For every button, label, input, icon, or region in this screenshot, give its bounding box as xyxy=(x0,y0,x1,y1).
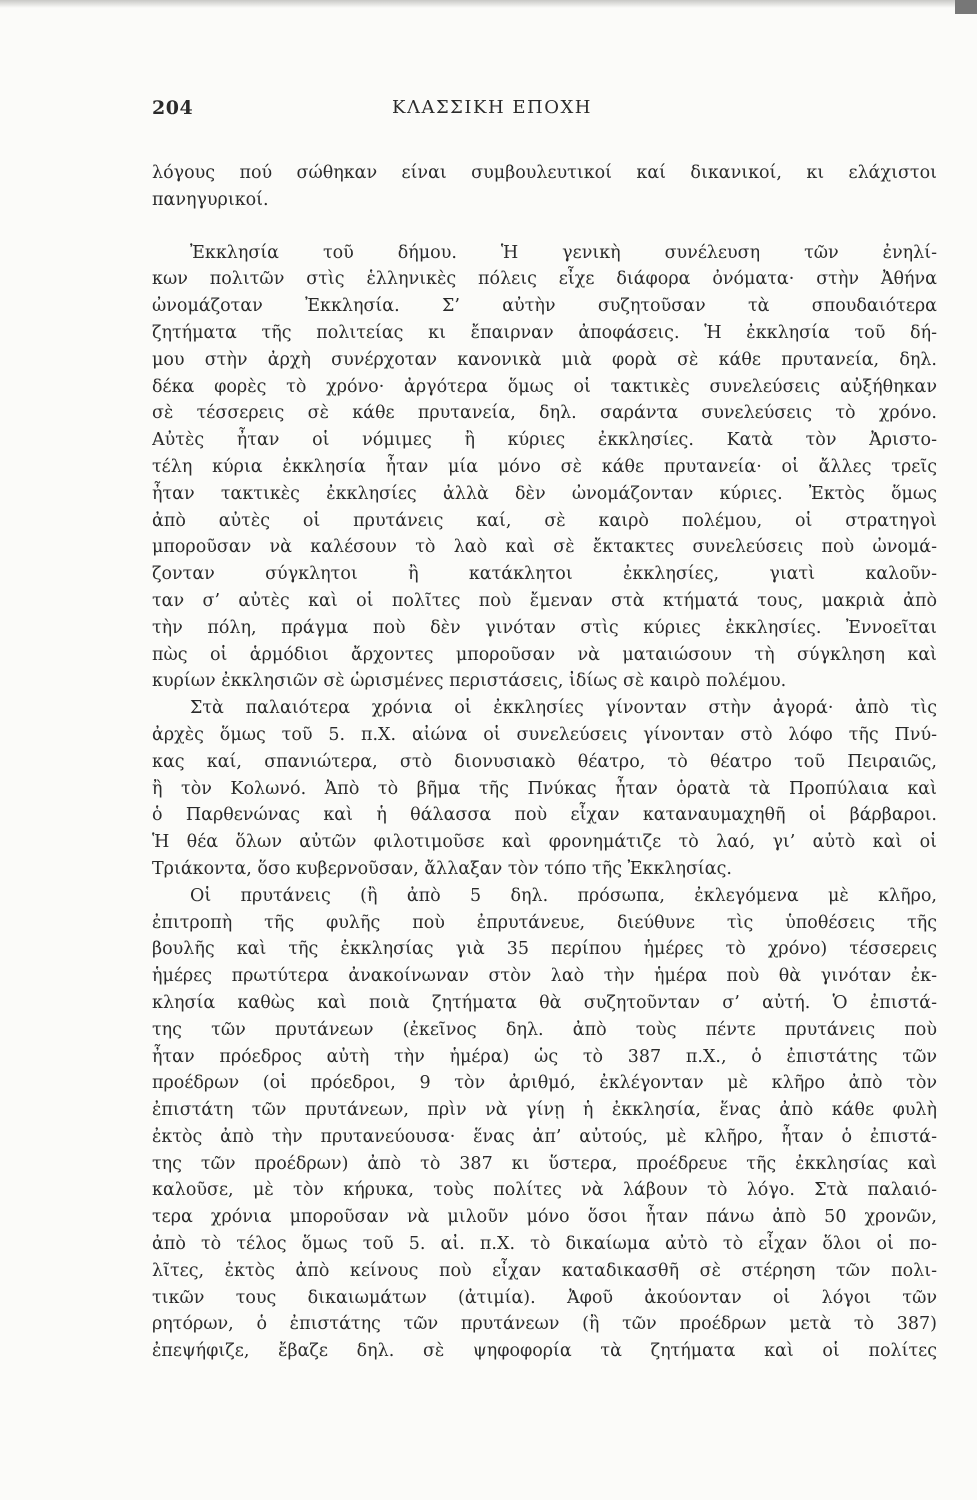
text-line: ζητήματα τῆς πολιτείας κι ἔπαιρναν ἀποφάσεις. Ἡ ἐκκλησία τοῦ δή- xyxy=(152,322,937,343)
text-line: κλησία καθὼς καὶ ποιὰ ζητήματα θὰ συζητοῦνταν σ’ αὐτή. Ὁ ἐπιστά- xyxy=(152,992,937,1013)
scan-corner-mark xyxy=(955,0,977,14)
text-line: ἀπὸ τὸ τέλος ὅμως τοῦ 5. αἰ. π.Χ. τὸ δικαίωμα αὐτὸ τὸ εἶχαν ὅλοι οἱ πο- xyxy=(152,1234,937,1255)
text-line: δέκα φορὲς τὸ χρόνο· ἀργότερα ὅμως οἱ τακτικὲς συνελεύσεις αὐξήθηκαν xyxy=(152,376,937,397)
text-line: Στὰ παλαιότερα χρόνια οἱ ἐκκλησίες γίνονταν στὴν ἀγορά· ἀπὸ τὶς xyxy=(190,698,937,719)
text-line: καλοῦσε, μὲ τὸν κήρυκα, τοὺς πολίτες νὰ λάβουν τὸ λόγο. Στὰ παλαιό- xyxy=(152,1180,937,1201)
text-line: ἡμέρες πρωτύτερα ἀνακοίνωναν στὸν λαὸ τὴν ἡμέρα ποὺ θὰ γινόταν ἐκ- xyxy=(152,966,937,987)
text-line: τερα χρόνια μποροῦσαν νὰ μιλοῦν μόνο ὅσοι ἦταν πάνω ἀπὸ 50 χρονῶν, xyxy=(152,1207,937,1228)
text-line: ἐπεψήφιζε, ἔβαζε δηλ. σὲ ψηφοφορία τὰ ζητήματα καὶ οἱ πολίτες xyxy=(152,1341,937,1362)
text-line: λόγους πού σώθηκαν είναι συμβουλευτικοί καί δικανικοί, κι ελάχιστοι xyxy=(152,163,937,183)
text-line: της τῶν προέδρων) ἀπὸ τὸ 387 κι ὕστερα, προέδρευε τῆς ἐκκλησίας καὶ xyxy=(152,1153,937,1174)
section-gap xyxy=(152,214,937,240)
text-line: κας καί, σπανιώτερα, στὸ διονυσιακὸ θέατρο, τὸ θέατρο τοῦ Πειραιῶς, xyxy=(152,751,937,772)
text-line: ἀπὸ αὐτὲς οἱ πρυτάνεις καί, σὲ καιρὸ πολέμου, οἱ στρατηγοὶ xyxy=(152,510,937,531)
text-line: πανηγυρικοί. xyxy=(152,189,269,210)
text-line: ἐπιτροπὴ τῆς φυλῆς ποὺ ἐπρυτάνευε, διεύθυνε τὶς ὑποθέσεις τῆς xyxy=(152,912,937,933)
text-line: ἀρχὲς ὅμως τοῦ 5. π.Χ. αἰώνα οἱ συνελεύσεις γίνονταν στὸ λόφο τῆς Πνύ- xyxy=(152,724,937,745)
text-line: προέδρων (οἱ πρόεδροι, 9 τὸν ἀριθμό, ἐκλέγονταν μὲ κλῆρο ἀπὸ τὸν xyxy=(152,1073,937,1094)
text-line: ἐπιστάτη τῶν πρυτάνεων, πρὶν νὰ γίνῃ ἡ ἐκκλησία, ἕνας ἀπὸ κάθε φυλὴ xyxy=(152,1100,937,1121)
text-line: πὼς οἱ ἁρμόδιοι ἄρχοντες μποροῦσαν νὰ ματαιώσουν τὴ σύγκληση καὶ xyxy=(152,644,937,665)
text-line: Τριάκοντα, ὅσο κυβερνοῦσαν, ἄλλαξαν τὸν τόπο τῆς Ἐκκλησίας. xyxy=(152,858,732,879)
page-top-edge xyxy=(0,0,977,8)
text-line: ὁ Παρθενώνας καὶ ἡ θάλασσα ποὺ εἶχαν καταναυμαχηθῆ οἱ βάρβαροι. xyxy=(152,805,937,826)
text-line: μου στὴν ἀρχὴ συνέρχοταν κανονικὰ μιὰ φορὰ σὲ κάθε πρυτανεία, δηλ. xyxy=(152,349,937,370)
text-body xyxy=(152,160,937,1365)
running-head xyxy=(152,97,832,127)
text-line: Οἱ πρυτάνεις (ἢ ἀπὸ 5 δηλ. πρόσωπα, ἐκλεγόμενα μὲ κλῆρο, xyxy=(190,885,937,906)
section-heading-line: Ἐκκλησία τοῦ δήμου. Ἡ γενικὴ συνέλευση τῶν ἐνηλί- xyxy=(190,242,937,263)
text-line: τὴν πόλη, πράγμα ποὺ δὲν γινόταν στὶς κύριες ἐκκλησίες. Ἐννοεῖται xyxy=(152,617,937,638)
text-line: της τῶν πρυτάνεων (ἐκεῖνος δηλ. ἀπὸ τοὺς πέντε πρυτάνεις ποὺ xyxy=(152,1019,937,1040)
text-line: Αὐτὲς ἦταν οἱ νόμιμες ἢ κύριες ἐκκλησίες. Κατὰ τὸν Ἀριστο- xyxy=(152,430,937,451)
text-line: βουλῆς καὶ τῆς ἐκκλησίας γιὰ 35 περίπου ἡμέρες τὸ χρόνο) τέσσερεις xyxy=(152,939,937,960)
text-line: Ἡ θέα ὅλων αὐτῶν φιλοτιμοῦσε καὶ φρονημάτιζε τὸ λαό, γι’ αὐτὸ καὶ οἱ xyxy=(152,832,937,853)
text-line: κυρίων ἐκκλησιῶν σὲ ὡρισμένες περιστάσεις, ἰδίως σὲ καιρὸ πολέμου. xyxy=(152,671,787,692)
text-line: ζονταν σύγκλητοι ἢ κατάκλητοι ἐκκλησίες, γιατὶ καλοῦν- xyxy=(152,564,937,585)
text-line: ὠνομάζοταν Ἐκκλησία. Σ’ αὐτὴν συζητοῦσαν τὰ σπουδαιότερα xyxy=(152,296,937,317)
text-line: ἐκτὸς ἀπὸ τὴν πρυτανεύουσα· ἕνας ἀπ’ αὐτούς, μὲ κλῆρο, ἦταν ὁ ἐπιστά- xyxy=(152,1126,937,1147)
text-line: λῖτες, ἐκτὸς ἀπὸ κείνους ποὺ εἶχαν καταδικασθῆ σὲ στέρηση τῶν πολι- xyxy=(152,1260,937,1281)
page-number: 204 xyxy=(152,97,194,119)
text-line: τέλη κύρια ἐκκλησία ἦταν μία μόνο σὲ κάθε πρυτανεία· οἱ ἄλλες τρεῖς xyxy=(152,456,937,477)
text-line: τικῶν τους δικαιωμάτων (ἀτιμία). Ἀφοῦ ἀκούονταν οἱ λόγοι τῶν xyxy=(152,1287,937,1308)
text-line: ἢ τὸν Κολωνό. Ἀπὸ τὸ βῆμα τῆς Πνύκας ἦταν ὁρατὰ τὰ Προπύλαια καὶ xyxy=(152,778,937,799)
text-line: ἦταν πρόεδρος αὐτὴ τὴν ἡμέρα) ὡς τὸ 387 π.Χ., ὁ ἐπιστάτης τῶν xyxy=(152,1046,937,1067)
text-line: ρητόρων, ὁ ἐπιστάτης τῶν πρυτάνεων (ἢ τῶν προέδρων μετὰ τὸ 387) xyxy=(152,1314,937,1335)
text-line: μποροῦσαν νὰ καλέσουν τὸ λαὸ καὶ σὲ ἔκτακτες συνελεύσεις ποὺ ὠνομά- xyxy=(152,537,937,558)
text-line: σὲ τέσσερεις σὲ κάθε πρυτανεία, δηλ. σαράντα συνελεύσεις τὸ χρόνο. xyxy=(152,403,937,424)
text-line: κων πολιτῶν στὶς ἑλληνικὲς πόλεις εἶχε διάφορα ὀνόματα· στὴν Ἀθήνα xyxy=(152,269,937,290)
text-line: ἦταν τακτικὲς ἐκκλησίες ἀλλὰ δὲν ὠνομάζονταν κύριες. Ἐκτὸς ὅμως xyxy=(152,483,937,504)
text-line: ταν σ’ αὐτὲς καὶ οἱ πολῖτες ποὺ ἔμεναν στὰ κτήματά τους, μακριὰ ἀπὸ xyxy=(152,590,937,611)
running-title: ΚΛΑΣΣΙΚΗ ΕΠΟΧΗ xyxy=(392,97,592,118)
